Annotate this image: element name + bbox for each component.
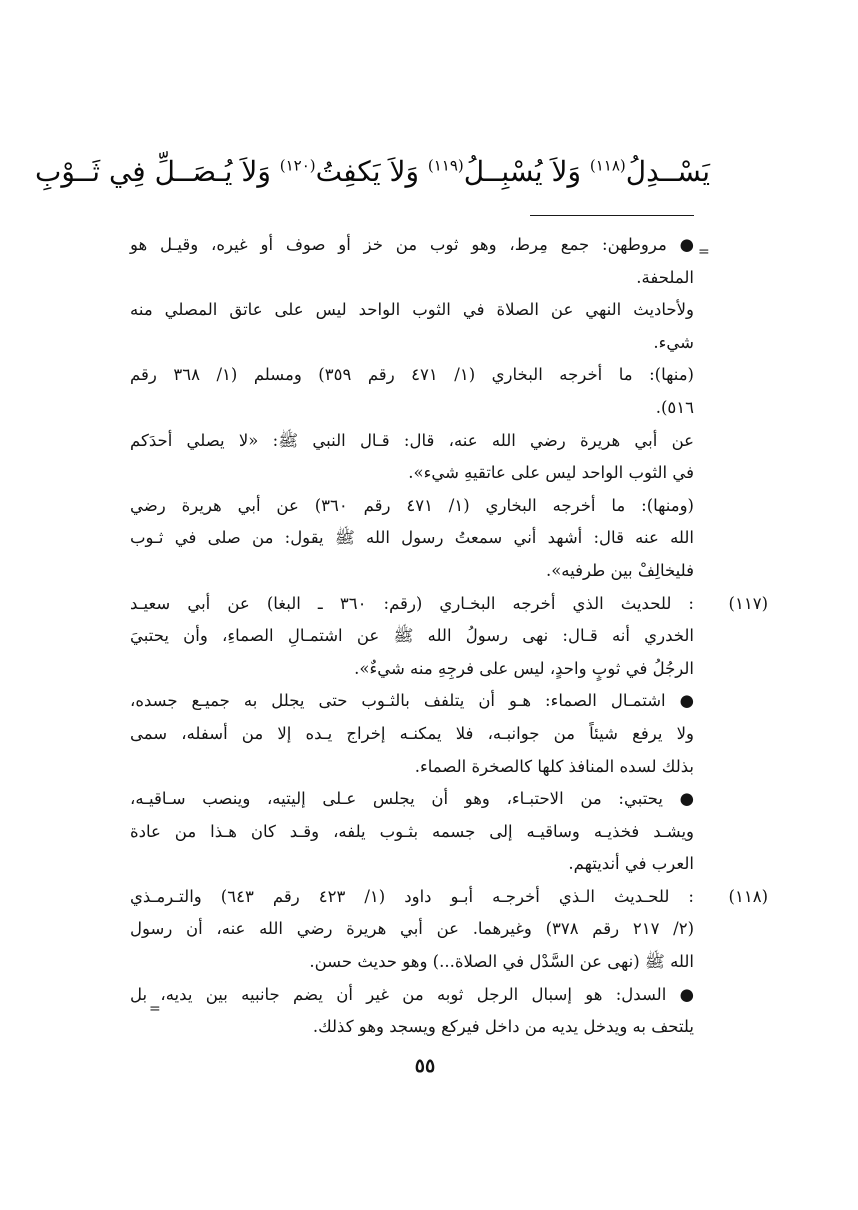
footnote-line: (ومنها): ما أخرجه البخاري (١/ ٤٧١ رقم ٣٦٠) عن أبي هريرة رضي <box>130 495 694 515</box>
footnote-marker[interactable]: (١١٨) <box>589 156 626 175</box>
footnote-line: بذلك لسده المنافذ كلها كالصخرة الصماء. <box>414 756 694 776</box>
footnote-line: الرجُلُ في ثوبٍ واحدٍ، ليس على فرجِهِ منه شيءٌ». <box>354 658 694 678</box>
footnote-line: ولا يرفع شيئاً من جوانبـه، فلا يمكنـه إخراج يـده إلا من أسفله، سمى <box>130 723 694 743</box>
footnote-line: (٢/ ٢١٧ رقم ٣٧٨) وغيرهما. عن أبي هريرة رضي الله عنه، أن رسول <box>130 919 695 939</box>
footnote-marker[interactable]: (١٢٠) <box>279 156 316 175</box>
footnote-line: ٥١٦). <box>655 397 694 417</box>
footnote-line: ولأحاديث النهي عن الصلاة في الثوب الواحد ليس على عاتق المصلي منه <box>130 300 694 320</box>
main-segment: وَلاَ يَكفِتُ$^{(١٢٠)}$ <box>279 155 428 188</box>
page-number: ٥٥ <box>414 1055 436 1077</box>
footnote-line: الخدري أنه قـال: نهى رسولُ الله ﷺ عن اشتمـالِ الصماءِ، وأن يحتبيَ <box>130 626 694 646</box>
footnote-line: ويشـد فخذيـه وساقيـه إلى جسمه بثـوب يلفه، وقـد كان هـذا من عادة <box>130 821 694 841</box>
footnote-line: الله عنه قال: أشهد أني سمعتُ رسول الله ﷺ يقول: من صلى في ثـوب <box>130 528 694 548</box>
continuation-mark-bottom: = <box>149 1001 161 1017</box>
continuation-mark-top: = <box>698 244 710 260</box>
footnote-line: ● يحتبي: من الاحتبـاء، وهو أن يجلس عـلى إليتيه، وينصب سـاقيـه، <box>130 789 694 809</box>
footnote-line: ● السدل: هو إسبال الرجل ثوبه من غير أن يضم جانبيه بين يديه، بل <box>130 984 694 1004</box>
footnote-line: (منها): ما أخرجه البخاري (١/ ٤٧١ رقم ٣٥٩) ومسلم (١/ ٣٦٨ رقم <box>130 365 694 385</box>
main-text-line <box>35 150 710 194</box>
footnote-line: ● اشتمـال الصماء: هـو أن يتلفف بالثـوب حتى يجلل به جميـع جسده، <box>130 691 694 711</box>
footnote-line: فليخالِفْ بين طرفيه». <box>545 560 694 580</box>
footnote-separator <box>530 215 694 216</box>
footnote-line: : للحديث الذي أخرجه البخـاري (رقم: ٣٦٠ ـ البغا) عن أبي سعيـد (١١٧) <box>130 588 694 621</box>
footnote-line: الله ﷺ (نهى عن السَّدْل في الصلاة...) وهو حديث حسن. <box>309 952 694 972</box>
footnote-marker[interactable]: (١١٩) <box>427 156 464 175</box>
footnote-line: في الثوب الواحد ليس على عاتقيهِ شيء». <box>408 463 694 483</box>
footnote-line: الملحفة. <box>636 267 694 287</box>
footnote-line: شيء. <box>653 332 694 352</box>
main-segment: يَسْــدِلُ$^{(١١٨)}$ <box>589 155 710 188</box>
main-segment: وَلاَ يُسْبِــلُ$^{(١١٩)}$ <box>427 155 590 188</box>
footnote-number: (١١٧) <box>728 593 768 613</box>
footnote-line: يلتحف به ويدخل يديه من داخل فيركع ويسجد وهو كذلك. <box>312 1017 694 1037</box>
footnote-number: (١١٨) <box>728 886 768 906</box>
footnote-line: عن أبي هريرة رضي الله عنه، قال: قـال النبي ﷺ: «لا يصلي أحدَكم <box>130 430 694 450</box>
footnotes-block <box>130 229 768 1044</box>
footnote-line: العرب في أنديتهم. <box>568 854 694 874</box>
main-segment: وَلاَ يُـصَــلِّ فِي ثَــوْبِ <box>35 155 280 188</box>
footnote-line: : للحـديث الـذي أخرجـه أبـو داود (١/ ٤٢٣ رقم ٦٤٣) والتـرمـذي (١١٨) <box>130 881 694 914</box>
footnote-line: ● مروطهن: جمع مِرط، وهو ثوب من خز أو صوف أو غيره، وقيـل هو <box>130 235 694 254</box>
